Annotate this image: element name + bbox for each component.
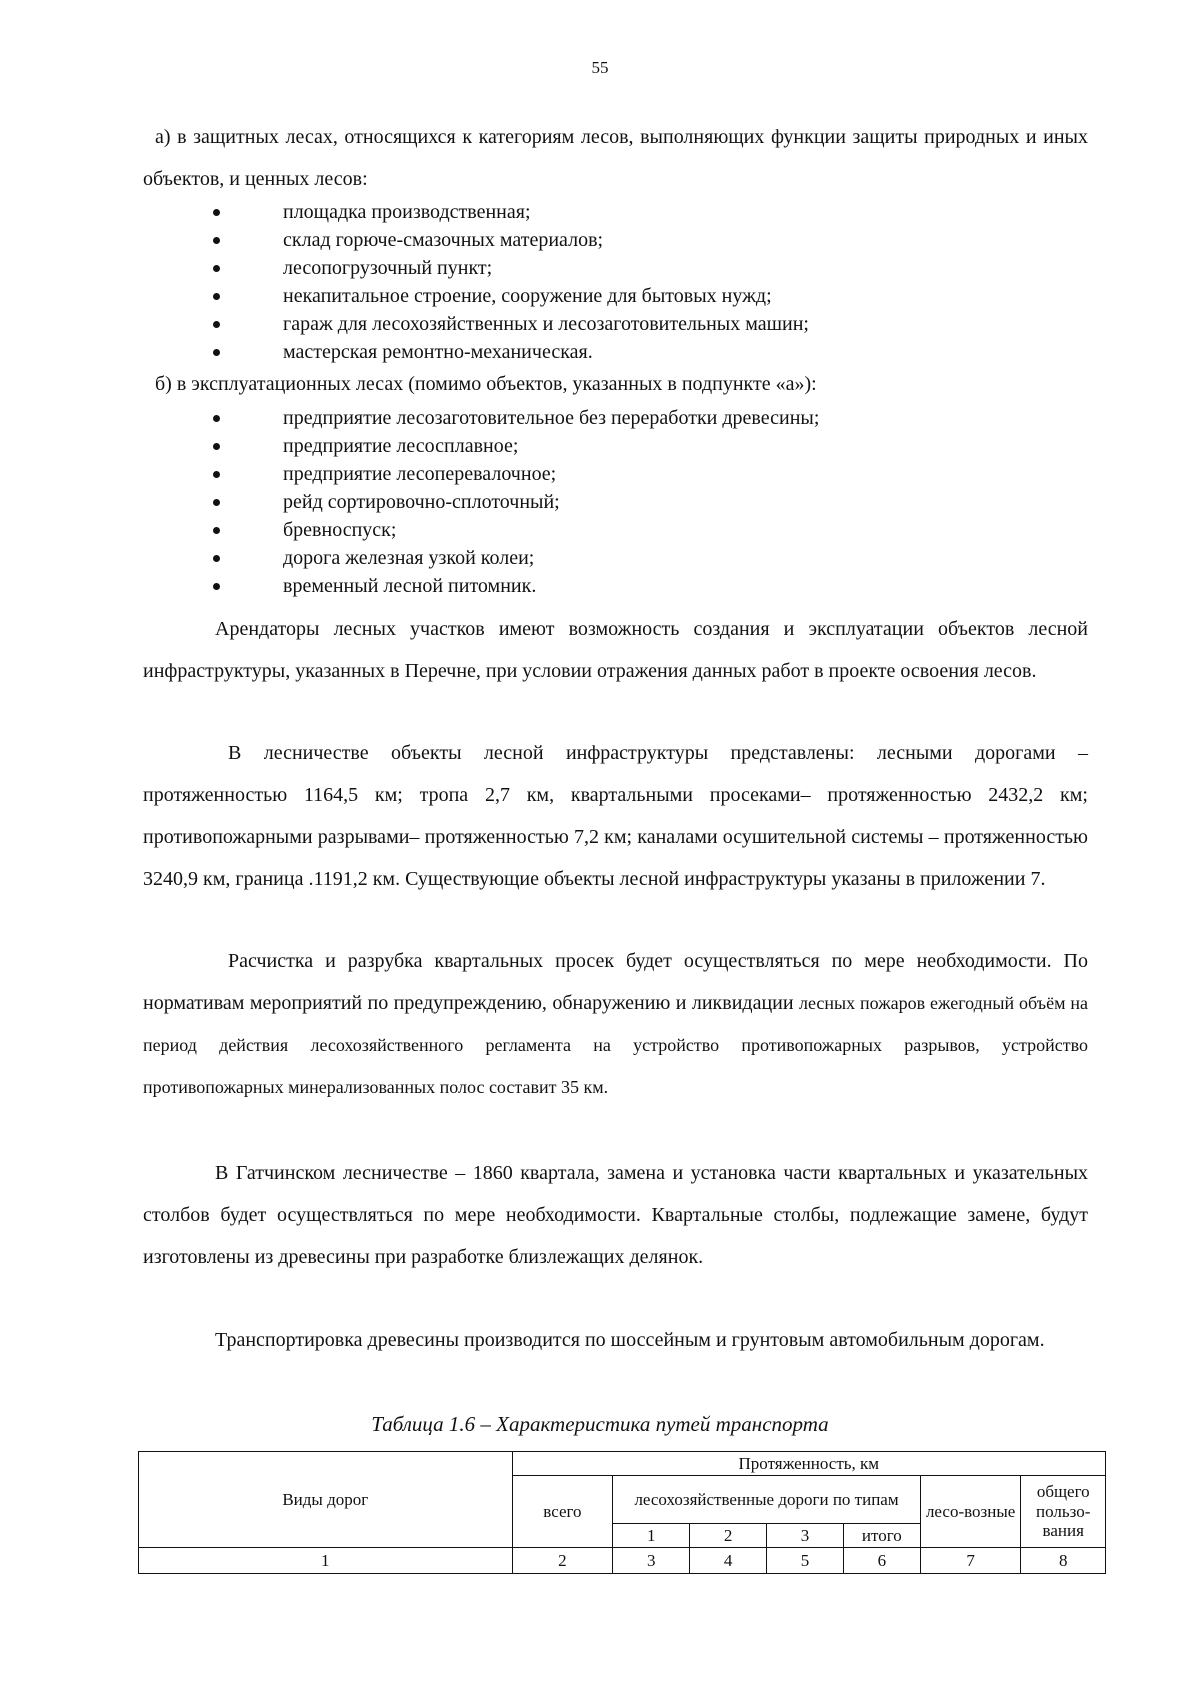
bullet-icon [213,443,220,450]
list-item: рейд сортировочно-сплоточный; [143,488,1088,516]
bullet-icon [213,527,220,534]
transport-table [138,1451,1106,1574]
header-timber-roads: лесо-возные [920,1476,1021,1548]
table-caption: Таблица 1.6 – Характеристика путей транспорта [371,1412,829,1436]
bullet-icon [213,209,220,216]
paragraph-arendatory: Арендаторы лесных участков имеют возможность создания и эксплуатации объектов лесной инфраструктуры, указанных в Перечне, при условии отражения данных работ в проекте освоения лесов. [143,618,1088,682]
bullet-icon [213,321,220,328]
header-forestry-roads: лесохозяйственные дороги по типам [613,1476,921,1524]
bullet-icon [213,499,220,506]
list-b [143,404,1088,600]
list-item: площадка производственная; [143,198,1088,226]
item-b-heading: б) в эксплуатационных лесах (помимо объектов, указанных в подпункте «а»): [155,373,817,395]
bullet-icon [213,471,220,478]
list-item: мастерская ремонтно-механическая. [143,338,1088,366]
table-cell: 7 [920,1548,1021,1574]
paragraph-transport: Транспортировка древесины производится по шоссейным и грунтовым автомобильным дорогам. [215,1329,1045,1351]
bullet-icon [213,349,220,356]
paragraph-clearing: Расчистка и разрубка квартальных просек будет осуществляться по мере необходимости. По нормативам мероприятий по предупреждению, обнаружению и ликвидации лесных пожаров ежегодный объём на период действия лесохозяйственного регламента на устройство противопожарных разрывов, устройство противопожарных минерализованных полос составит 35 км. [143,950,1088,1097]
bullet-icon [213,293,220,300]
list-item: некапитальное строение, сооружение для бытовых нужд; [143,282,1088,310]
table-cell: 2 [512,1548,613,1574]
header-length: Протяженность, км [512,1452,1105,1476]
bullet-icon [213,265,220,272]
list-item: бревноспуск; [143,516,1088,544]
list-a [143,198,1088,366]
list-item: дорога железная узкой колеи; [143,544,1088,572]
header-itogo: итого [843,1524,920,1548]
list-item: гараж для лесохозяйственных и лесозаготовительных машин; [143,310,1088,338]
header-type-2: 2 [690,1524,767,1548]
list-item: предприятие лесоперевалочное; [143,460,1088,488]
intro-paragraph-a [143,116,1088,200]
list-item: склад горюче-смазочных материалов; [143,226,1088,254]
list-item: временный лесной питомник. [143,572,1088,600]
table-row [139,1548,1106,1574]
list-item: лесопогрузочный пункт; [143,254,1088,282]
table-header-row [139,1452,1106,1476]
header-total: всего [512,1476,613,1548]
table-cell: 6 [843,1548,920,1574]
table-cell: 3 [613,1548,690,1574]
list-item: предприятие лесосплавное; [143,432,1088,460]
header-type-3: 3 [767,1524,844,1548]
paragraph-gatchina: В Гатчинском лесничестве – 1860 квартала, замена и установка части квартальных и указательных столбов будет осуществляться по мере необходимости. Квартальные столбы, подлежащие замене, будут изготовлены из древесины при разработке близлежащих делянок. [143,1162,1088,1268]
table-cell: 4 [690,1548,767,1574]
page-number: 55 [591,58,609,77]
table-cell: 5 [767,1548,844,1574]
table-cell: 8 [1021,1548,1106,1574]
bullet-icon [213,555,220,562]
header-public-roads: общего пользо-вания [1021,1476,1106,1548]
paragraph-infrastructure: В лесничестве объекты лесной инфраструктуры представлены: лесными дорогами – протяженностью 1164,5 км; тропа 2,7 км, квартальными просеками– протяженностью 2432,2 км; противопожарными разрывами– протяженностью 7,2 км; каналами осушительной системы – протяженностью 3240,9 км, граница .1191,2 км. Существующие объекты лесной инфраструктуры указаны в приложении 7. [143,742,1088,890]
intro-a-text: а) в защитных лесах, относящихся к категориям лесов, выполняющих функции защиты природных и иных объектов, и ценных лесов: [143,126,1088,190]
bullet-icon [213,415,220,422]
table-cell: 1 [139,1548,513,1574]
bullet-icon [213,237,220,244]
header-type-1: 1 [613,1524,690,1548]
list-item: предприятие лесозаготовительное без переработки древесины; [143,404,1088,432]
header-road-types: Виды дорог [139,1452,513,1548]
bullet-icon [213,583,220,590]
